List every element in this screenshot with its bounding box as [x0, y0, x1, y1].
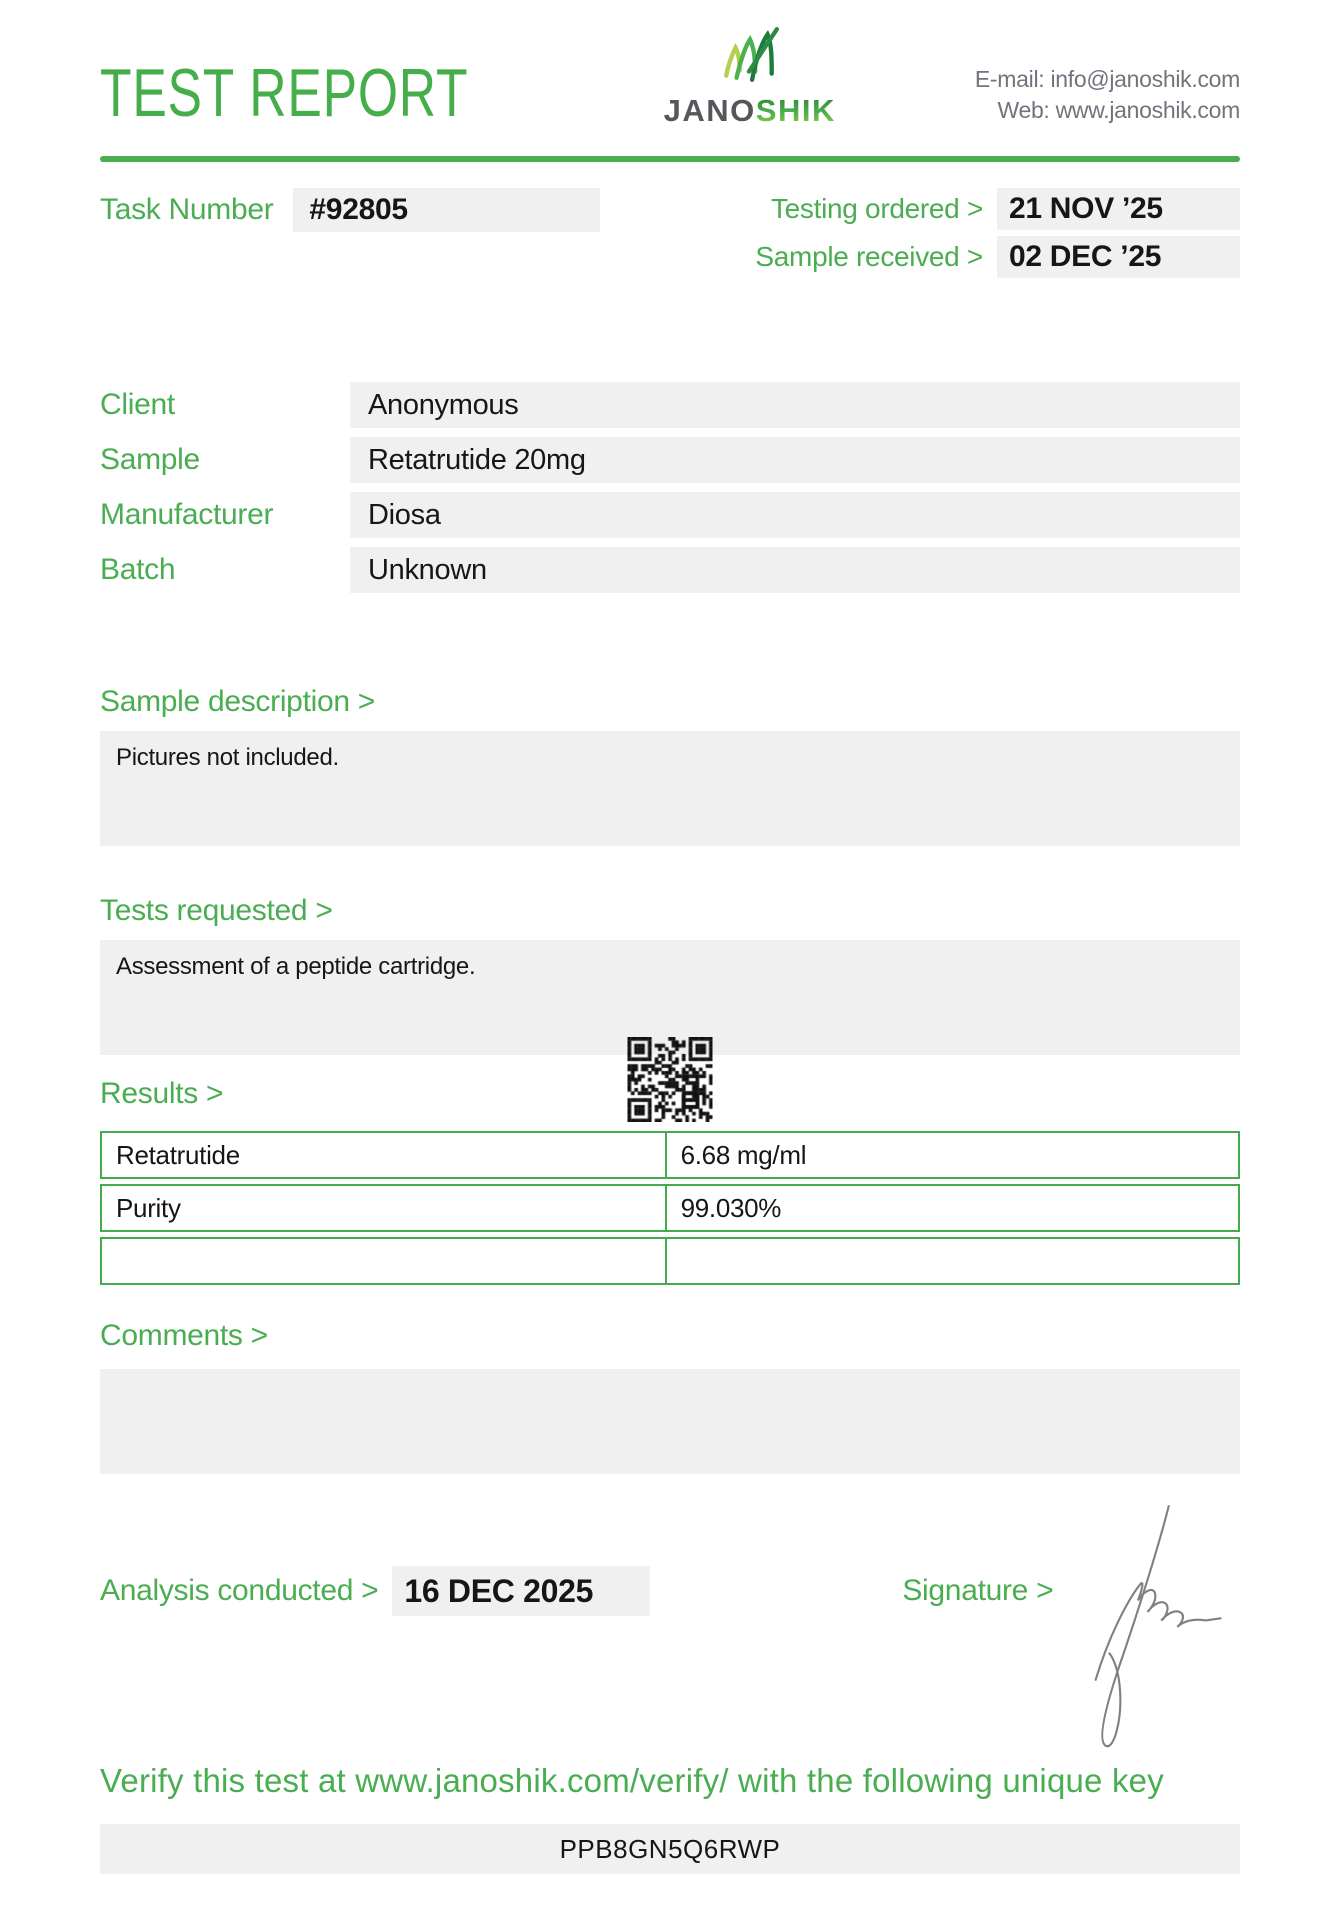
janoshik-logo [664, 24, 836, 129]
comments-heading: Comments > [100, 1319, 268, 1352]
logo-text-jano: JANO [663, 93, 756, 128]
task-number-value: #92805 [293, 188, 600, 232]
result-value-cell: 99.030% [680, 1193, 782, 1223]
manufacturer-label: Manufacturer [100, 498, 274, 531]
sample-value: Retatrutide 20mg [350, 437, 1240, 483]
info-row-batch [100, 547, 1240, 593]
info-row-manufacturer [100, 492, 1240, 538]
client-label: Client [100, 388, 175, 421]
sample-received-label: Sample received > [755, 241, 983, 272]
results-heading: Results > [100, 1077, 224, 1110]
signature-image [1066, 1496, 1246, 1764]
table-row [100, 1131, 1240, 1179]
testing-ordered-value: 21 NOV ’25 [997, 188, 1240, 230]
result-value-cell: 6.68 mg/ml [680, 1140, 807, 1170]
info-row-client [100, 382, 1240, 428]
logo-text-shik: SHIK [755, 93, 836, 128]
contact-email: E-mail: info@janoshik.com [974, 66, 1240, 92]
table-row [100, 1237, 1240, 1285]
contact-info [975, 64, 1240, 126]
testing-ordered-row [755, 188, 1240, 230]
batch-label: Batch [100, 553, 176, 586]
sample-description-heading: Sample description > [100, 685, 375, 718]
tests-requested-heading: Tests requested > [100, 894, 333, 927]
dates-block [755, 188, 1240, 278]
table-row [100, 1184, 1240, 1232]
comments-box [100, 1369, 1240, 1474]
tests-requested-box: Assessment of a peptide cartridge. [100, 940, 1240, 1055]
page-title: TEST REPORT [100, 55, 469, 131]
sample-info-section [100, 382, 1240, 593]
qr-code [628, 1037, 713, 1122]
manufacturer-value: Diosa [350, 492, 1240, 538]
verify-key: PPB8GN5Q6RWP [100, 1824, 1240, 1874]
result-name-cell: Retatrutide [102, 1133, 667, 1177]
sample-description-box: Pictures not included. [100, 731, 1240, 846]
sample-label: Sample [100, 443, 200, 476]
chart-peaks-icon [719, 24, 781, 91]
header-divider [100, 156, 1240, 162]
analysis-conducted-label: Analysis conducted > [100, 1574, 379, 1607]
report-header [100, 36, 1240, 140]
result-name-cell [102, 1239, 667, 1283]
client-value: Anonymous [350, 382, 1240, 428]
testing-ordered-label: Testing ordered > [770, 193, 983, 224]
sample-description-section [100, 685, 1240, 846]
batch-value: Unknown [350, 547, 1240, 593]
contact-web: Web: www.janoshik.com [997, 97, 1240, 124]
task-date-section [100, 188, 1240, 278]
logo-wordmark [664, 93, 836, 129]
results-section [100, 1055, 1240, 1285]
result-name-cell: Purity [102, 1186, 667, 1230]
sample-received-row [755, 236, 1240, 278]
sample-received-value: 02 DEC ’25 [997, 236, 1240, 278]
task-number-row [100, 188, 600, 278]
verify-text: Verify this test at www.janoshik.com/verify/ with the following unique key [100, 1762, 1164, 1799]
result-value-cell [667, 1239, 1238, 1283]
info-row-sample [100, 437, 1240, 483]
task-number-label: Task Number [100, 193, 274, 226]
signature-label: Signature > [902, 1574, 1054, 1607]
tests-requested-section [100, 894, 1240, 1055]
analysis-date-value: 16 DEC 2025 [392, 1566, 650, 1616]
results-table [100, 1131, 1240, 1285]
comments-section [100, 1319, 1240, 1474]
